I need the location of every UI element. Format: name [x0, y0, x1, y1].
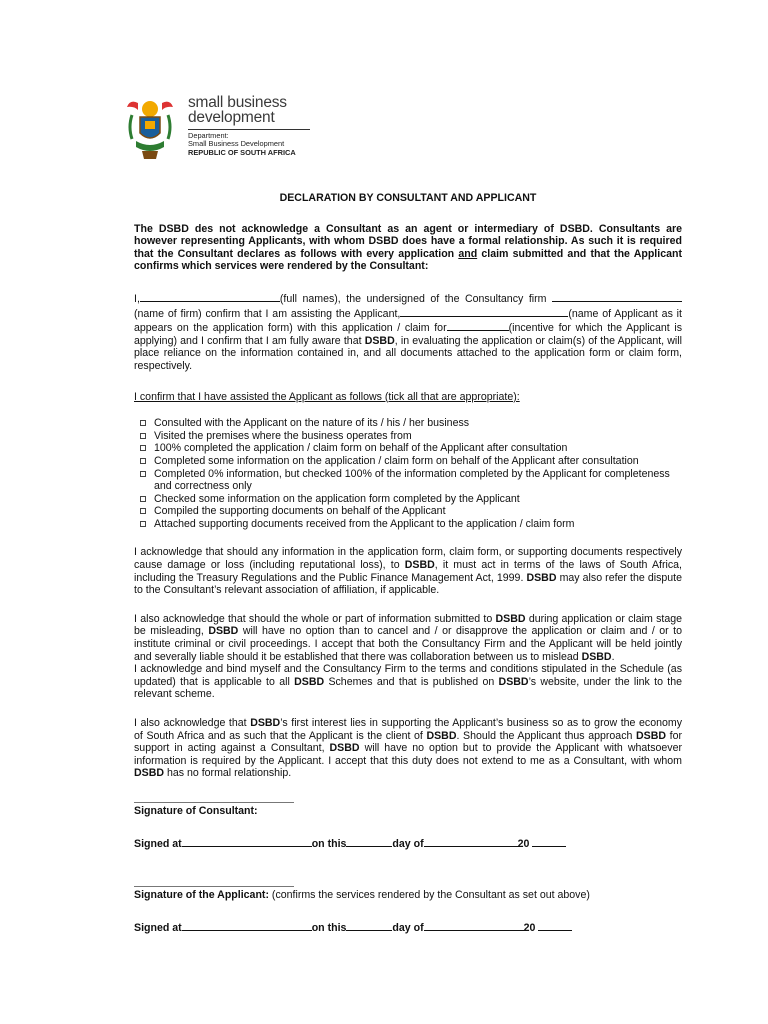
- checklist-item-label: Compiled the supporting documents on behalf of the Applicant: [154, 505, 446, 518]
- brand-block: [188, 95, 310, 157]
- checklist-item[interactable]: [134, 417, 682, 430]
- intro-text-2: claim submitted and that the Applicant confirms which services were rendered by the Consultant:: [134, 247, 682, 273]
- declaration-text: (name of Applicant as it appears on the application form) with this application / claim for: [134, 307, 682, 335]
- checklist-item[interactable]: [134, 493, 682, 506]
- paragraph-text: . Should the Applicant thus approach: [456, 729, 636, 742]
- on-this-label: on this: [311, 921, 347, 934]
- department-name: Small Business Development: [188, 139, 285, 149]
- country-name: REPUBLIC OF SOUTH AFRICA: [188, 147, 296, 157]
- dsbd-bold: DSBD: [134, 767, 165, 780]
- applicant-signature-note: (confirms the services rendered by the Consultant as set out above): [268, 889, 590, 902]
- brand-name-line2: development: [188, 109, 275, 126]
- checklist-item-label: Visited the premises where the business operates from: [154, 429, 412, 442]
- incentive-blank[interactable]: [447, 320, 509, 331]
- checkbox-icon[interactable]: [140, 471, 146, 477]
- intro-underlined: and: [458, 247, 478, 260]
- paragraph-text: I also acknowledge that: [134, 717, 251, 729]
- declaration-text: I,: [134, 292, 140, 305]
- declaration-text: , in evaluating the application or claim(s) of the Applicant, will place reliance on the information contained in, and all documents attached to the application form or claim form, respectively.: [134, 334, 682, 372]
- brand-name-line1: small business: [188, 94, 287, 111]
- paragraph-text: .: [611, 650, 615, 663]
- checklist-item[interactable]: [134, 505, 682, 518]
- document-title: DECLARATION BY CONSULTANT AND APPLICANT: [279, 192, 537, 204]
- paragraph-text: I also acknowledge that should the whole or part of information submitted to: [134, 612, 496, 625]
- paragraph-text: ’s first interest lies in supporting the Applicant’s business so as to grow the economy of South Africa and as such that the Applicant is the client of: [134, 717, 682, 742]
- checkbox-icon[interactable]: [140, 521, 146, 527]
- paragraph-text: may also refer the dispute to the Consultant’s relevant association of affiliation, if applicable.: [134, 571, 682, 597]
- consultant-signed-row: [134, 836, 682, 851]
- dsbd-bold: DSBD: [208, 625, 239, 638]
- checkbox-icon[interactable]: [140, 433, 146, 439]
- checklist-item-label: Attached supporting documents received from the Applicant to the application / claim form: [154, 517, 575, 530]
- day-of-label: day of: [392, 837, 424, 850]
- dsbd-bold: DSBD: [294, 675, 325, 688]
- paragraph-text: during application or claim stage be misleading,: [134, 612, 683, 638]
- paragraph-text: will have no option than to cancel and / or disapprove the application or claim and / or to institute criminal or civil proceedings. I accept that both the Consultancy Firm and the Applicant will be held jointly and severally liable should it be established that there was collaboration between us to mislead: [134, 625, 682, 663]
- checklist-item[interactable]: [134, 468, 682, 493]
- checkbox-icon[interactable]: [140, 458, 146, 464]
- signed-at-label: Signed at: [134, 921, 182, 934]
- dsbd-bold: DSBD: [250, 717, 281, 729]
- dsbd-bold: DSBD: [498, 675, 529, 688]
- dsbd-bold: DSBD: [329, 742, 360, 755]
- applicant-signature-label: Signature of the Applicant:: [134, 889, 269, 902]
- checkbox-icon[interactable]: [140, 508, 146, 514]
- applicant-month-blank[interactable]: [424, 920, 524, 931]
- applicant-signature-line[interactable]: [134, 886, 294, 887]
- department-label: Department:: [188, 131, 229, 140]
- checkbox-icon[interactable]: [140, 420, 146, 426]
- day-of-label: day of: [392, 921, 424, 934]
- dsbd-bold: DSBD: [581, 650, 612, 663]
- dsbd-bold: DSBD: [426, 729, 457, 742]
- on-this-label: on this: [311, 837, 347, 850]
- checklist-item-label: Completed 0% information, but checked 100% of the information completed by the Applicant for completeness and correctness only: [154, 467, 670, 493]
- applicant-day-blank[interactable]: [346, 920, 392, 931]
- consultant-place-blank[interactable]: [182, 836, 312, 847]
- firm-name-blank[interactable]: [552, 291, 682, 302]
- checklist-item[interactable]: [134, 430, 682, 443]
- consultant-signature-label: Signature of Consultant:: [134, 804, 258, 817]
- declaration-text: (name of firm) confirm that I am assisting the Applicant,: [134, 307, 401, 320]
- confirm-heading: I confirm that I have assisted the Applicant as follows (tick all that are appropriate):: [134, 390, 520, 403]
- damage-paragraph: [134, 546, 682, 596]
- consultant-month-blank[interactable]: [424, 836, 518, 847]
- declaration-text: (full names), the undersigned of the Consultancy firm: [279, 292, 552, 305]
- checklist-item[interactable]: [134, 442, 682, 455]
- full-names-blank[interactable]: [140, 291, 280, 302]
- coat-of-arms-icon: [124, 97, 176, 161]
- applicant-place-blank[interactable]: [182, 920, 312, 931]
- checklist-item-label: Completed some information on the application / claim form on behalf of the Applicant after consultation: [154, 454, 639, 467]
- paragraph-text: I acknowledge and bind myself and the Consultancy Firm to the terms and conditions stipulated in the Schedule (as updated) that is applicable to all: [134, 663, 682, 688]
- dsbd-bold: DSBD: [495, 612, 526, 625]
- year-prefix: 20: [517, 837, 530, 850]
- checklist-item[interactable]: [134, 518, 682, 531]
- brand-divider: [188, 129, 310, 130]
- dsbd-bold: DSBD: [404, 559, 435, 572]
- mislead-paragraph: [134, 613, 682, 663]
- signed-at-label: Signed at: [134, 837, 182, 850]
- checklist-item-label: Checked some information on the application form completed by the Applicant: [154, 492, 520, 505]
- checklist-item[interactable]: [134, 455, 682, 468]
- services-checklist: [134, 417, 682, 530]
- consultant-year-blank[interactable]: [532, 836, 566, 847]
- intro-paragraph: [134, 223, 682, 273]
- applicant-year-blank[interactable]: [538, 920, 572, 931]
- dsbd-bold: DSBD: [364, 334, 395, 347]
- paragraph-text: I acknowledge that should any information in the application form, claim form, or supporting documents respectively cause damage or loss (including reputational loss), to: [134, 546, 682, 572]
- consultant-day-blank[interactable]: [346, 836, 392, 847]
- checklist-item-label: 100% completed the application / claim form on behalf of the Applicant after consultation: [154, 442, 568, 455]
- dsbd-logo: [124, 95, 324, 165]
- declaration-paragraph: [134, 291, 682, 373]
- applicant-signature-label-row: [134, 889, 682, 902]
- paragraph-text: for support in acting against a Consultant,: [134, 729, 683, 755]
- consultant-signature-line[interactable]: [134, 802, 294, 803]
- checkbox-icon[interactable]: [140, 496, 146, 502]
- declaration-text: (incentive for which the Applicant is applying) and I confirm that I am fully aware that: [134, 322, 682, 347]
- paragraph-text: , it must act in terms of the laws of South Africa, including the Treasury Regulations and the Public Finance Management Act, 1999.: [134, 559, 682, 584]
- checkbox-icon[interactable]: [140, 445, 146, 451]
- paragraph-text: will have no option but to provide the Applicant with whatsoever information is required by the Applicant. I accept that this duty does not extend to me as a Consultant, with whom: [134, 742, 682, 767]
- bind-paragraph: [134, 663, 682, 701]
- paragraph-text: Schemes and that is published on: [324, 675, 499, 688]
- applicant-signed-row: [134, 920, 682, 935]
- paragraph-text: ’s website, under the link to the relevant scheme.: [134, 675, 682, 701]
- year-prefix: 20: [523, 921, 536, 934]
- dsbd-bold: DSBD: [636, 729, 667, 742]
- paragraph-text: has no formal relationship.: [164, 767, 292, 780]
- document-body: [134, 192, 682, 934]
- interest-paragraph: [134, 717, 682, 780]
- applicant-name-blank[interactable]: [400, 306, 568, 317]
- checklist-item-label: Consulted with the Applicant on the nature of its / his / her business: [154, 417, 470, 430]
- intro-text-1: The DSBD des not acknowledge a Consultant as an agent or intermediary of DSBD. Consultants are however representing Applicants, with whom DSBD does have a formal relationship. As such it is required that the Consultant declares as follows with every application: [134, 222, 682, 260]
- dsbd-bold: DSBD: [526, 571, 557, 584]
